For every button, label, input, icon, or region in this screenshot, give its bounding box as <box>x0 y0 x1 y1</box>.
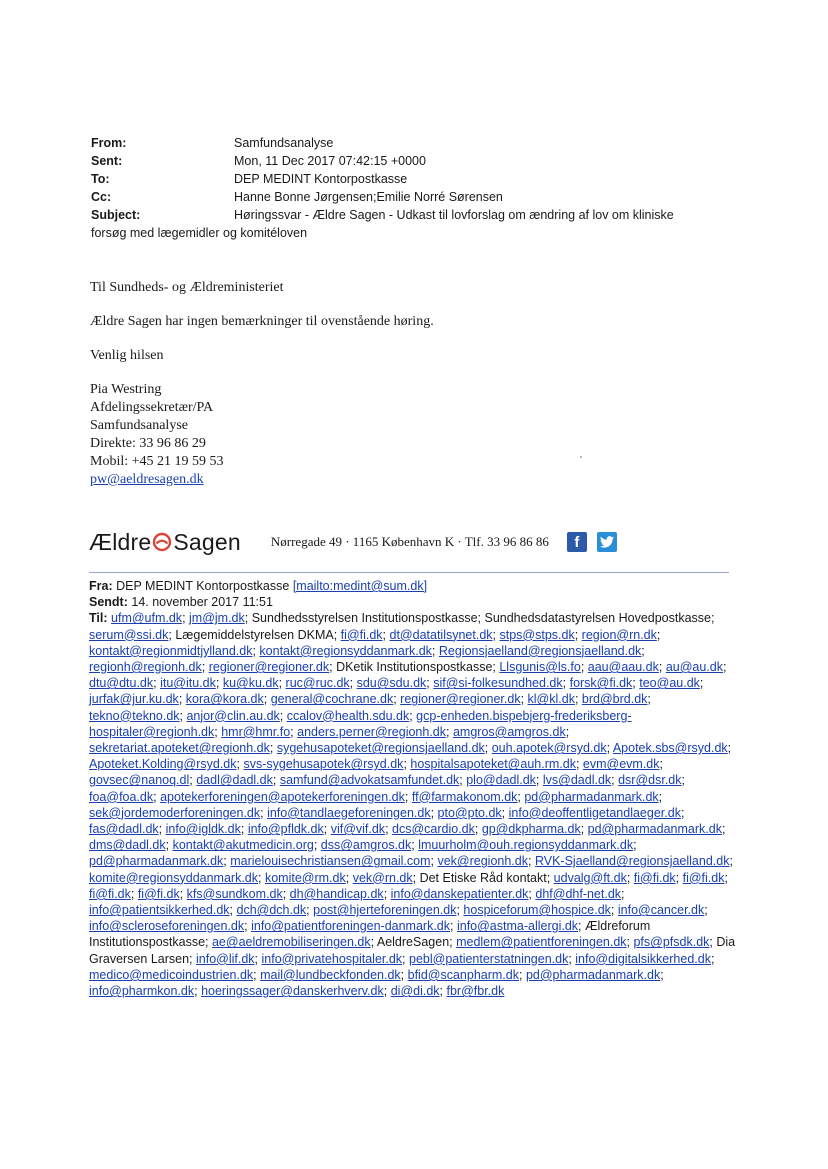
to-value: DEP MEDINT Kontorpostkasse <box>234 172 408 186</box>
recipient-separator: ; <box>430 854 438 869</box>
recipient-email-link[interactable]: itu@itu.dk <box>160 676 216 691</box>
recipient-email-link[interactable]: general@cochrane.dk <box>270 692 394 707</box>
recipient-email-link[interactable]: regioner@regioner.dk <box>400 692 521 707</box>
recipient-separator: ; <box>699 676 704 691</box>
recipient-separator: ; <box>439 984 447 999</box>
fwd-sent-value: 14. november 2017 11:51 <box>131 595 273 610</box>
recipient-separator: ; <box>165 838 173 853</box>
recipient-email-link[interactable]: dh@handicap.dk <box>289 886 384 901</box>
recipient-email-link[interactable]: jurfak@jur.ku.dk <box>89 692 179 707</box>
recipient-separator: ; <box>568 951 576 966</box>
recipient-separator: ; <box>194 984 202 999</box>
fwd-to-label: Til: <box>89 611 108 626</box>
twitter-bird-icon <box>600 536 614 548</box>
recipient-email-link[interactable]: fi@fi.dk <box>682 870 725 885</box>
recipient-email-link[interactable]: vek@rn.dk <box>352 870 413 885</box>
recipient-separator: ; <box>272 773 280 788</box>
recipient-email-link[interactable]: tekno@tekno.dk <box>89 708 180 723</box>
recipient-email-link[interactable]: brd@brd.dk <box>581 692 648 707</box>
recipient-separator: ; <box>518 967 526 982</box>
recipient-email-link[interactable]: komite@rm.dk <box>264 870 346 885</box>
recipient-email-link[interactable]: marielouisechristiansen@gmail.com <box>230 854 431 869</box>
recipient-separator: ; <box>215 676 223 691</box>
recipient-email-link[interactable]: pfs@pfsdk.dk <box>633 935 710 950</box>
recipient-email-link[interactable]: info@scleroseforeningen.dk <box>89 919 245 934</box>
recipient-email-link[interactable]: kontakt@regionmidtjylland.dk <box>89 643 253 658</box>
recipient-email-link[interactable]: kora@kora.dk <box>185 692 264 707</box>
recipient-email-link[interactable]: fi@fi.dk <box>89 886 131 901</box>
recipient-separator: ; <box>383 886 391 901</box>
aeldresagen-logo <box>89 529 241 556</box>
recipient-email-link[interactable]: info@patientforeningen-danmark.dk <box>251 919 451 934</box>
recipient-separator: ; <box>158 822 166 837</box>
recipient-email-link[interactable]: info@patientsikkerhed.dk <box>89 903 230 918</box>
recipient-separator: ; <box>520 692 528 707</box>
recipient-separator: ; <box>411 838 419 853</box>
recipient-email-link[interactable]: di@di.dk <box>390 984 440 999</box>
recipient-email-link[interactable]: lvs@dadl.dk <box>542 773 612 788</box>
recipient-separator: ; <box>130 886 138 901</box>
recipient-separator: ; <box>621 886 625 901</box>
recipient-email-link[interactable]: dch@dch.dk <box>236 903 307 918</box>
recipient-separator: ; <box>580 660 588 675</box>
recipient-email-link[interactable]: fi@fi.dk <box>137 886 180 901</box>
recipient-email-link[interactable]: gcp-enheden.bispebjerg-frederiksberg-hospitaler@regionh.dk <box>89 708 632 739</box>
recipient-separator: ; <box>402 951 409 966</box>
recipient-separator: ; <box>704 903 708 918</box>
recipient-separator: ; <box>393 692 401 707</box>
recipient-separator: ; Det Etiske Råd kontakt; <box>412 870 554 885</box>
recipient-email-link[interactable]: pebl@patienterstatningen.dk <box>409 951 569 966</box>
recipient-separator: ; <box>574 692 582 707</box>
recipient-separator: ; <box>254 951 262 966</box>
signature-dept: Samfundsanalyse <box>90 418 188 433</box>
recipient-separator: ; <box>345 870 353 885</box>
recipient-separator: ; <box>626 870 634 885</box>
recipient-separator: ; <box>223 854 231 869</box>
recipient-separator: ; <box>269 741 277 756</box>
fwd-from-label: Fra: <box>89 579 113 593</box>
subject-continued: forsøg med lægemidler og komitéloven <box>91 226 308 240</box>
recipient-separator: ; <box>229 903 237 918</box>
fwd-from-value: DEP MEDINT Kontorpostkasse <box>116 579 290 593</box>
twitter-icon[interactable] <box>597 532 617 552</box>
recipient-separator: ; <box>580 822 588 837</box>
recipient-separator: ; <box>535 773 543 788</box>
recipient-separator: ; <box>647 692 651 707</box>
recipient-separator: ; <box>313 838 321 853</box>
fwd-from-mailto-link[interactable]: [mailto:medint@sum.dk] <box>292 579 428 593</box>
recipient-separator: ; <box>575 757 583 772</box>
recipient-email-link[interactable]: komite@regionsyddanmark.dk <box>89 870 259 885</box>
from-row <box>91 134 731 152</box>
recipient-separator: ; Lægemiddelstyrelsen DKMA; <box>168 627 341 642</box>
recipient-separator: ; <box>240 822 248 837</box>
recipient-email-link[interactable]: dt@datatilsynet.dk <box>389 627 493 642</box>
recipient-email-link[interactable]: Llsgunis@ls.fo <box>499 660 581 675</box>
recipient-email-link[interactable]: fbr@fbr.dk <box>446 984 505 999</box>
recipient-email-link[interactable]: hospitalsapoteket@auh.rm.dk <box>410 757 576 772</box>
recipient-separator: ; <box>632 676 640 691</box>
recipient-separator: ; <box>721 822 726 837</box>
recipient-separator: ; Sundhedsstyrelsen Institutionspostkasse; Sundhedsdatastyrelsen Hovedpostkasse; <box>244 611 715 626</box>
recipient-email-link[interactable]: hospiceforum@hospice.dk <box>463 903 611 918</box>
signature-title: Afdelingssekretær/PA <box>90 400 214 415</box>
recipient-separator: ; <box>484 741 492 756</box>
recipient-email-link[interactable]: Regionsjaelland@regionsjaelland.dk <box>438 643 642 658</box>
recipient-email-link[interactable]: anjor@clin.au.dk <box>186 708 280 723</box>
recipient-separator: ; <box>727 741 732 756</box>
recipient-email-link[interactable]: dadl@dadl.dk <box>196 773 273 788</box>
recipient-email-link[interactable]: ouh.apotek@rsyd.dk <box>491 741 607 756</box>
recipient-email-link[interactable]: pd@pharmadanmark.dk <box>89 854 224 869</box>
recipient-email-link[interactable]: lmuurholm@ouh.regionsyddanmark.dk <box>418 838 634 853</box>
to-row <box>91 170 731 188</box>
recipient-separator: ; <box>403 757 411 772</box>
recipient-separator: ; <box>182 611 190 626</box>
recipient-separator: ; <box>189 773 197 788</box>
recipient-email-link[interactable]: info@tandlaegeforeningen.dk <box>267 805 431 820</box>
recipient-email-link[interactable]: regioner@regioner.dk <box>208 660 330 675</box>
recipient-separator: ; <box>456 903 464 918</box>
recipient-separator: ; <box>660 967 664 982</box>
recipient-email-link[interactable]: dcs@cardio.dk <box>392 822 475 837</box>
recipient-email-link[interactable]: amgros@amgros.dk <box>452 724 566 739</box>
recipient-email-link[interactable]: medlem@patientforeningen.dk <box>456 935 627 950</box>
recipient-separator: ; <box>252 643 260 658</box>
sent-value: Mon, 11 Dec 2017 07:42:15 +0000 <box>234 154 426 168</box>
speck <box>580 456 582 458</box>
recipient-separator: ; <box>263 692 271 707</box>
recipient-separator: ; <box>710 951 715 966</box>
recipient-email-link[interactable]: info@digitalsikkerhed.dk <box>575 951 711 966</box>
recipient-separator: ; <box>474 822 482 837</box>
recipient-separator: ; <box>565 724 570 739</box>
recipient-email-link[interactable]: pd@pharmadanmark.dk <box>524 789 659 804</box>
email-header <box>91 134 731 242</box>
recipient-email-link[interactable]: kl@kl.dk <box>527 692 575 707</box>
recipient-separator: ; <box>236 757 244 772</box>
recipient-email-link[interactable]: info@astma-allergi.dk <box>456 919 579 934</box>
recipient-email-link[interactable]: ae@aeldremobiliseringen.dk <box>211 935 371 950</box>
recipient-separator: ; AeldreSagen; <box>370 935 457 950</box>
sent-row <box>91 152 731 170</box>
divider <box>89 572 729 573</box>
subject-row <box>91 206 731 224</box>
recipient-email-link[interactable]: post@hjerteforeningen.dk <box>313 903 457 918</box>
recipient-separator: ; <box>675 870 683 885</box>
recipient-email-link[interactable]: samfund@advokatsamfundet.dk <box>279 773 460 788</box>
recipient-separator: ; <box>153 789 161 804</box>
sent-label: Sent: <box>91 154 123 168</box>
signature-mobile: Mobil: +45 21 19 59 53 <box>90 454 224 469</box>
recipient-separator: ; <box>201 660 209 675</box>
recipient-email-link[interactable]: ff@farmakonom.dk <box>411 789 518 804</box>
recipient-separator: ; <box>658 660 666 675</box>
recipient-email-link[interactable]: govsec@nanoq.dl <box>89 773 190 788</box>
recipient-separator: ; <box>214 724 222 739</box>
subject-value: Høringssvar - Ældre Sagen - Udkast til lovforslag om ændring af lov om kliniske <box>234 208 674 222</box>
subject-label: Subject: <box>91 208 141 222</box>
closing: Venlig hilsen <box>90 348 164 363</box>
forwarded-message <box>89 578 739 999</box>
recipient-email-link[interactable]: info@lif.dk <box>196 951 255 966</box>
recipient-email-link[interactable]: sek@jordemoderforeningen.dk <box>89 805 261 820</box>
recipient-separator: ; Ældreforum Institutionspostkasse; <box>89 919 651 950</box>
recipient-email-link[interactable]: regionh@regionh.dk <box>89 660 202 675</box>
recipient-separator: ; <box>641 643 645 658</box>
recipient-separator: ; <box>179 708 187 723</box>
recipient-email-link[interactable]: Apoteket.Kolding@rsyd.dk <box>89 757 237 772</box>
recipient-email-link[interactable]: region@rn.dk <box>581 627 657 642</box>
recipient-email-link[interactable]: vif@vif.dk <box>330 822 386 837</box>
recipient-separator: ; <box>517 789 525 804</box>
recipient-separator: ; <box>290 724 298 739</box>
recipient-separator: ; <box>658 789 663 804</box>
recipient-separator: ; <box>400 967 408 982</box>
recipient-separator: ; <box>729 854 733 869</box>
recipient-separator: ; <box>446 724 453 739</box>
cc-row <box>91 188 731 206</box>
recipient-email-link[interactable]: vek@regionh.dk <box>437 854 528 869</box>
recipient-email-link[interactable]: ku@ku.dk <box>222 676 279 691</box>
recipient-separator: ; DKetik Institutionspostkasse; <box>329 660 500 675</box>
greeting: Til Sundheds- og Ældreministeriet <box>90 280 284 295</box>
recipient-email-link[interactable]: au@au.dk <box>665 660 723 675</box>
recipient-email-link[interactable]: jm@jm.dk <box>189 611 245 626</box>
recipient-email-link[interactable]: Apotek.sbs@rsyd.dk <box>612 741 728 756</box>
fwd-from-row <box>89 578 739 594</box>
recipient-separator: ; <box>528 886 536 901</box>
fwd-to-row <box>89 610 739 999</box>
recipient-email-link[interactable]: dsr@dsr.dk <box>618 773 682 788</box>
recipient-separator: ; <box>450 919 457 934</box>
recipient-email-link[interactable]: info@danskepatienter.dk <box>390 886 529 901</box>
cc-label: Cc: <box>91 190 112 204</box>
recipient-email-link[interactable]: medico@medicoindustrien.dk <box>89 967 254 982</box>
letter-body <box>90 279 690 489</box>
from-value: Samfundsanalyse <box>234 136 334 150</box>
recipient-separator: ; <box>244 919 252 934</box>
recipient-email-link[interactable]: pd@pharmadanmark.dk <box>525 967 661 982</box>
recipient-email-link[interactable]: evm@evm.dk <box>582 757 660 772</box>
recipient-separator: ; Dia Graversen Larsen; <box>89 935 736 966</box>
recipient-email-link[interactable]: info@pfldk.dk <box>247 822 324 837</box>
cc-value: Hanne Bonne Jørgensen;Emilie Norré Sørensen <box>234 190 503 204</box>
recipient-email-link[interactable]: plo@dadl.dk <box>466 773 536 788</box>
recipient-separator: ; <box>527 854 535 869</box>
recipient-separator: ; <box>680 805 685 820</box>
recipient-email-link[interactable]: ufm@ufm.dk <box>111 611 183 626</box>
signature-email-link[interactable]: pw@aeldresagen.dk <box>90 472 204 487</box>
recipient-email-link[interactable]: dtu@dtu.dk <box>89 676 154 691</box>
recipient-separator: ; <box>323 822 331 837</box>
recipient-separator: ; <box>306 903 314 918</box>
recipient-email-link[interactable]: pto@pto.dk <box>437 805 502 820</box>
recipient-email-link[interactable]: kfs@sundkom.dk <box>186 886 283 901</box>
recipient-separator: ; <box>681 773 685 788</box>
recipient-email-link[interactable]: ruc@ruc.dk <box>285 676 350 691</box>
recipient-email-link[interactable]: pd@pharmadanmark.dk <box>587 822 722 837</box>
recipient-separator: ; <box>153 676 161 691</box>
recipient-email-link[interactable]: info@igldk.dk <box>165 822 241 837</box>
recipient-separator: ; <box>501 805 509 820</box>
recipient-separator: ; <box>562 676 570 691</box>
recipient-email-link[interactable]: fi@fi.dk <box>633 870 676 885</box>
recipient-separator: ; <box>179 886 187 901</box>
recipient-separator: ; <box>656 627 661 642</box>
recipient-email-link[interactable]: info@cancer.dk <box>617 903 705 918</box>
recipient-email-link[interactable]: apotekerforeningen@apotekerforeningen.dk <box>160 789 405 804</box>
recipient-email-link[interactable]: sygehusapoteket@regionsjaelland.dk <box>276 741 485 756</box>
recipient-email-link[interactable]: info@privatehospitaler.dk <box>261 951 403 966</box>
recipient-email-link[interactable]: foa@foa.dk <box>89 789 154 804</box>
recipient-email-link[interactable]: udvalg@ft.dk <box>553 870 627 885</box>
recipient-email-link[interactable]: hmr@hmr.fo <box>221 724 291 739</box>
recipient-email-link[interactable]: sekretariat.apoteket@regionh.dk <box>89 741 270 756</box>
recipient-email-link[interactable]: kontakt@regionsyddanmark.dk <box>259 643 432 658</box>
recipient-separator: ; <box>431 643 439 658</box>
recipient-email-link[interactable]: bfid@scanpharm.dk <box>407 967 519 982</box>
recipient-separator: ; <box>611 773 619 788</box>
recipient-email-link[interactable]: info@deoffentligetandlaeger.dk <box>508 805 681 820</box>
recipient-separator: ; <box>426 676 434 691</box>
logo-ring-icon <box>152 532 172 552</box>
recipient-email-link[interactable]: forsk@fi.dk <box>569 676 633 691</box>
recipient-separator: ; <box>722 660 727 675</box>
recipient-separator: ; <box>279 708 287 723</box>
recipient-separator: ; <box>574 627 582 642</box>
recipient-separator: ; <box>260 805 268 820</box>
logo-text-left: Ældre <box>89 528 152 555</box>
recipient-email-link[interactable]: dhf@dhf-net.dk <box>535 886 622 901</box>
recipient-separator: ; <box>258 870 265 885</box>
recipient-separator: ; <box>659 757 663 772</box>
recipient-separator: ; <box>459 773 467 788</box>
recipient-separator: ; <box>492 627 500 642</box>
recipient-separator: ; <box>430 805 438 820</box>
message: Ældre Sagen har ingen bemærkninger til ovenstående høring. <box>90 314 434 329</box>
brand-address: Nørregade 49 · 1165 København K · Tlf. 33 96 86 86 <box>270 534 549 549</box>
recipient-separator: ; <box>383 984 391 999</box>
recipient-email-link[interactable]: mail@lundbeckfonden.dk <box>260 967 401 982</box>
recipient-email-link[interactable]: dss@amgros.dk <box>320 838 412 853</box>
facebook-icon[interactable]: f <box>567 532 587 552</box>
recipient-separator: ; <box>409 708 417 723</box>
recipient-separator: ; <box>349 676 357 691</box>
recipient-list <box>89 611 735 998</box>
recipient-separator: ; <box>278 676 286 691</box>
recipient-separator: ; <box>606 741 613 756</box>
from-label: From: <box>91 136 127 150</box>
recipient-email-link[interactable]: fi@fi.dk <box>340 627 383 642</box>
recipient-separator: ; <box>253 967 261 982</box>
recipient-email-link[interactable]: gp@dkpharma.dk <box>481 822 581 837</box>
to-label: To: <box>91 172 110 186</box>
recipient-email-link[interactable]: fas@dadl.dk <box>89 822 159 837</box>
recipient-email-link[interactable]: serum@ssi.dk <box>89 627 169 642</box>
recipient-email-link[interactable]: hoeringssager@danskerhverv.dk <box>201 984 384 999</box>
fwd-sent-row <box>89 594 739 610</box>
recipient-separator: ; <box>626 935 634 950</box>
logo-text-right: Sagen <box>173 528 241 555</box>
recipient-email-link[interactable]: svs-sygehusapotek@rsyd.dk <box>243 757 404 772</box>
recipient-separator: ; <box>282 886 290 901</box>
recipient-email-link[interactable]: teo@au.dk <box>639 676 700 691</box>
recipient-email-link[interactable]: RVK-Sjaelland@regionsjaelland.dk <box>534 854 730 869</box>
recipient-separator: ; <box>633 838 637 853</box>
recipient-email-link[interactable]: info@pharmkon.dk <box>89 984 195 999</box>
recipient-email-link[interactable]: stps@stps.dk <box>499 627 575 642</box>
recipient-email-link[interactable]: aau@aau.dk <box>587 660 659 675</box>
recipient-email-link[interactable]: ccalov@health.sdu.dk <box>286 708 410 723</box>
recipient-email-link[interactable]: sif@si-folkesundhed.dk <box>433 676 563 691</box>
fwd-sent-label: Sendt: <box>89 595 128 610</box>
recipient-email-link[interactable]: anders.perner@regionh.dk <box>297 724 447 739</box>
recipient-separator: ; <box>382 627 390 642</box>
recipient-email-link[interactable]: dms@dadl.dk <box>89 838 166 853</box>
recipient-separator: ; <box>178 692 186 707</box>
recipient-separator: ; <box>610 903 618 918</box>
signature-name: Pia Westring <box>90 382 162 397</box>
brand-bar <box>89 527 729 557</box>
signature-direct-phone: Direkte: 33 96 86 29 <box>90 436 206 451</box>
recipient-email-link[interactable]: sdu@sdu.dk <box>356 676 427 691</box>
recipient-email-link[interactable]: kontakt@akutmedicin.org <box>172 838 314 853</box>
recipient-separator: ; <box>404 789 412 804</box>
recipient-separator: ; <box>385 822 393 837</box>
recipient-separator: ; <box>724 870 728 885</box>
